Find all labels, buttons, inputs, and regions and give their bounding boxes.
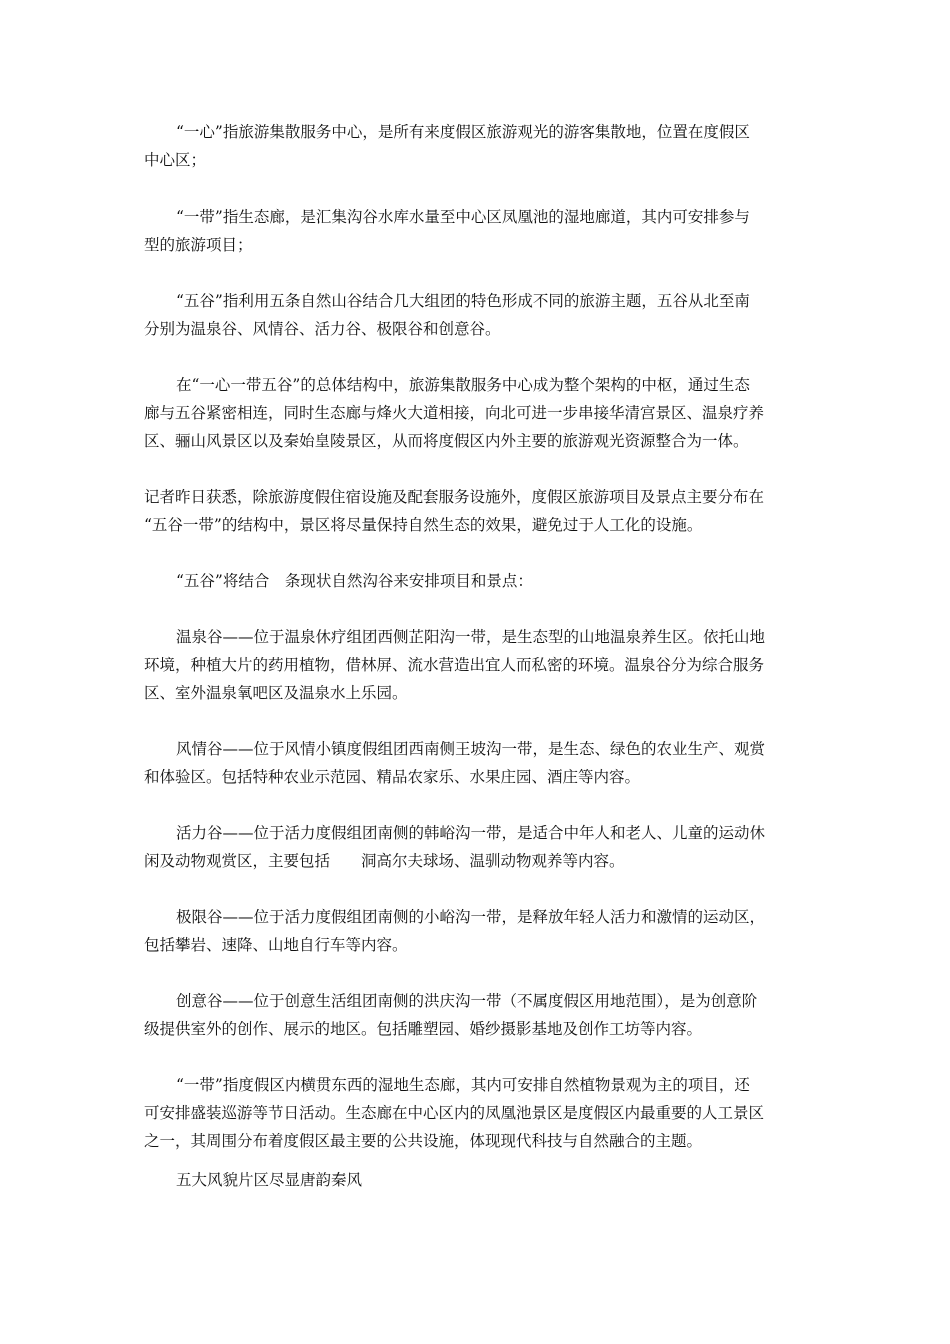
paragraph-overall-structure [144,371,812,455]
text-line: 在“一心一带五谷”的总体结构中，旅游集散服务中心成为整个架构的中枢，通过生态 [176,376,750,394]
paragraph-huoligu [144,819,812,875]
text-line: 型的旅游项目； [144,236,253,254]
text-line: 环境，种植大片的药用植物，借林屏、流水营造出宜人而私密的环境。温泉谷分为综合服务 [144,656,765,674]
paragraph-fengqinggu [144,735,812,791]
text-line: “一带”指度假区内横贯东西的湿地生态廊，其内可安排自然植物景观为主的项目，还 [176,1076,750,1094]
paragraph-yixin [144,118,812,174]
text-line: “一带”指生态廊，是汇集沟谷水库水量至中心区凤凰池的湿地廊道，其内可安排参与 [176,208,750,226]
paragraph-wenquangu [144,623,812,707]
paragraph-wugu [144,287,812,343]
text-line: 五大风貌片区尽显唐韵秦风 [176,1171,363,1189]
text-line: 中心区； [144,151,207,169]
text-line: 区、室外温泉氧吧区及温泉水上乐园。 [144,684,408,702]
text-line: 之一，其周围分布着度假区最主要的公共设施，体现现代科技与自然融合的主题。 [144,1132,703,1150]
text-line: 可安排盛装巡游等节日活动。生态廊在中心区内的凤凰池景区是度假区内最重要的人工景区 [144,1104,765,1122]
text-line: 创意谷——位于创意生活组团南侧的洪庆沟一带（不属度假区用地范围），是为创意阶 [176,992,758,1010]
text-line: 廊与五谷紧密相连，同时生态廊与烽火大道相接，向北可进一步串接华清宫景区、温泉疗养 [144,404,765,422]
paragraph-yidai [144,203,812,259]
text-line: 风情谷——位于风情小镇度假组团西南侧王坡沟一带，是生态、绿色的农业生产、观赏 [176,740,766,758]
paragraph-wugu-intro [144,567,812,595]
text-line: 和体验区。包括特种农业示范园、精品农家乐、水果庄园、酒庄等内容。 [144,768,641,786]
paragraph-yidai-detail [144,1071,812,1155]
text-line: 包括攀岩、速降、山地自行车等内容。 [144,936,408,954]
text-line: “五谷一带”的结构中，景区将尽量保持自然生态的效果，避免过于人工化的设施。 [144,516,703,534]
text-line: 区、骊山风景区以及秦始皇陵景区，从而将度假区内外主要的旅游观光资源整合为一体。 [144,432,749,450]
paragraph-reporter [144,483,812,539]
text-line: 温泉谷——位于温泉休疗组团西侧芷阳沟一带，是生态型的山地温泉养生区。依托山地 [176,628,766,646]
text-line: 闲及动物观赏区，主要包括 洞高尔夫球场、温驯动物观养等内容。 [144,852,625,870]
text-line: 记者昨日获悉，除旅游度假住宿设施及配套服务设施外，度假区旅游项目及景点主要分布在 [144,488,765,506]
text-line: 极限谷——位于活力度假组团南侧的小峪沟一带，是释放年轻人活力和激情的运动区， [176,908,766,926]
text-line: “五谷”指利用五条自然山谷结合几大组团的特色形成不同的旅游主题，五谷从北至南 [176,292,750,310]
paragraph-heading-fengmao [144,1166,812,1194]
paragraph-jixiangu [144,903,812,959]
text-line: 活力谷——位于活力度假组团南侧的韩峪沟一带，是适合中年人和老人、儿童的运动休 [176,824,766,842]
text-line: 分别为温泉谷、风情谷、活力谷、极限谷和创意谷。 [144,320,501,338]
text-line: “一心”指旅游集散服务中心，是所有来度假区旅游观光的游客集散地，位置在度假区 [176,123,750,141]
text-line: “五谷”将结合 条现状自然沟谷来安排项目和景点： [176,572,533,590]
text-line: 级提供室外的创作、展示的地区。包括雕塑园、婚纱摄影基地及创作工坊等内容。 [144,1020,703,1038]
paragraph-chuangyigu [144,987,812,1043]
